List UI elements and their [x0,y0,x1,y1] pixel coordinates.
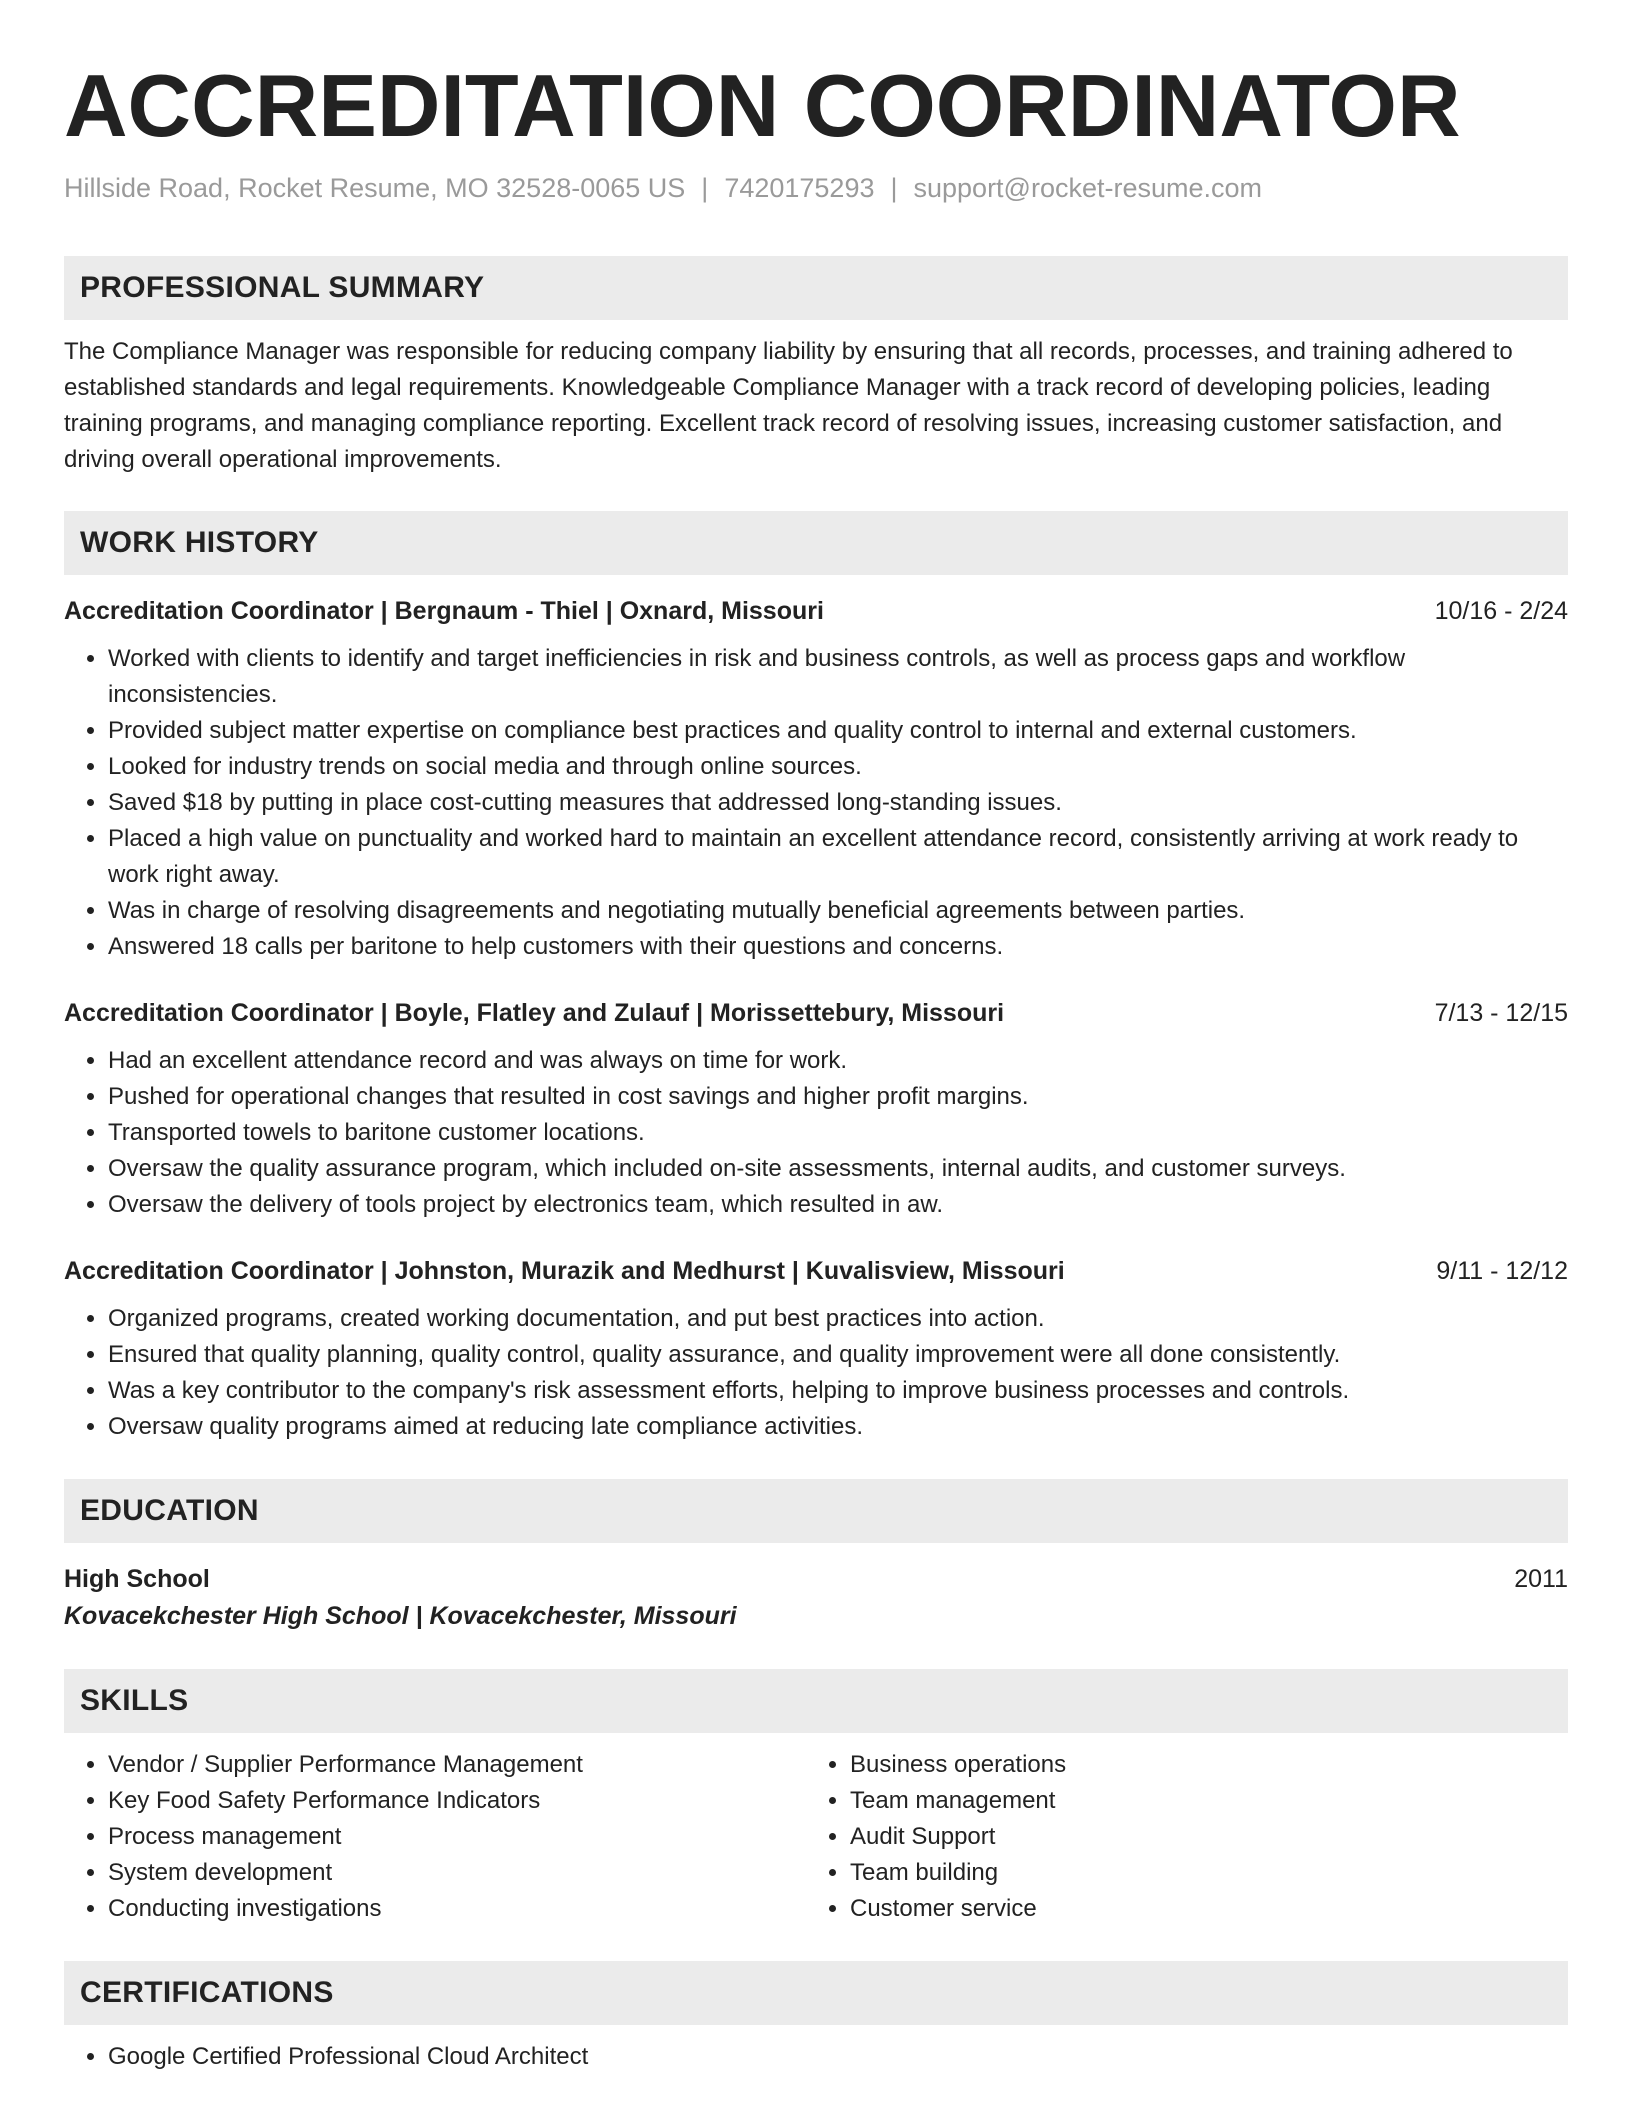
education-school: Kovacekchester High School | Kovacekchester, Missouri [64,1602,737,1630]
job-heading-row [64,995,1568,1031]
job-dates: 10/16 - 2/24 [1434,597,1568,625]
skills-columns [64,1747,1568,1927]
job-bullets [64,1301,1568,1445]
contact-separator: | [890,173,898,203]
job-heading-row [64,593,1568,629]
job-bullet: • Oversaw quality programs aimed at reducing late compliance activities. [108,1409,1568,1445]
job-dates: 7/13 - 12/15 [1434,999,1568,1027]
job-bullet: • Worked with clients to identify and target inefficiencies in risk and business controls, as well as process gaps and workflow inconsistencies. [108,641,1568,713]
job-dates: 9/11 - 12/12 [1436,1257,1568,1285]
section-header-work-history: WORK HISTORY [64,511,1568,575]
job-heading-row [64,1253,1568,1289]
skill-item: • System development [108,1855,806,1891]
skill-item: • Conducting investigations [108,1891,806,1927]
resume-page [64,56,1568,2075]
job-bullet: • Looked for industry trends on social media and through online sources. [108,749,1568,785]
job-bullet: • Pushed for operational changes that resulted in cost savings and higher profit margins. [108,1079,1568,1115]
job-bullet: • Was a key contributor to the company's risk assessment efforts, helping to improve business processes and controls. [108,1373,1568,1409]
job-bullet: • Oversaw the quality assurance program, which included on-site assessments, internal audits, and customer surveys. [108,1151,1568,1187]
job-bullet: • Had an excellent attendance record and was always on time for work. [108,1043,1568,1079]
contact-phone: 7420175293 [724,173,875,203]
section-header-education: EDUCATION [64,1479,1568,1543]
skill-item: • Customer service [850,1891,1548,1927]
skill-item: • Business operations [850,1747,1548,1783]
job-bullet: • Was in charge of resolving disagreements and negotiating mutually beneficial agreements between parties. [108,893,1568,929]
job-bullets [64,641,1568,965]
summary-text: The Compliance Manager was responsible for reducing company liability by ensuring that all records, processes, and training adhered to established standards and legal requirements. Knowledgeable Compliance Manager with a track record of developing policies, leading training programs, and managing compliance reporting. Excellent track record of resolving issues, increasing customer satisfaction, and driving overall operational improvements. [64,338,1513,473]
job-entry [64,1253,1568,1445]
skill-item: • Team building [850,1855,1548,1891]
job-bullet: • Provided subject matter expertise on compliance best practices and quality control to internal and external customers. [108,713,1568,749]
skill-item: • Team management [850,1783,1548,1819]
job-title: Accreditation Coordinator | Johnston, Murazik and Medhurst | Kuvalisview, Missouri [64,1257,1065,1285]
skills-list-right [806,1747,1548,1927]
section-header-certifications: CERTIFICATIONS [64,1961,1568,2025]
job-entry [64,593,1568,965]
job-bullet: • Oversaw the delivery of tools project by electronics team, which resulted in aw. [108,1187,1568,1223]
education-degree: High School [64,1565,210,1593]
section-header-summary: PROFESSIONAL SUMMARY [64,256,1568,320]
job-title: Accreditation Coordinator | Bergnaum - Thiel | Oxnard, Missouri [64,597,824,625]
job-bullet: • Ensured that quality planning, quality control, quality assurance, and quality improvement were all done consistently. [108,1337,1568,1373]
job-bullet: • Saved $18 by putting in place cost-cutting measures that addressed long-standing issues. [108,785,1568,821]
contact-address: Hillside Road, Rocket Resume, MO 32528-0065 US [64,173,686,203]
job-bullet: • Transported towels to baritone customer locations. [108,1115,1568,1151]
certifications-list [64,2039,1568,2075]
job-bullets [64,1043,1568,1223]
job-bullet: • Placed a high value on punctuality and worked hard to maintain an excellent attendance record, consistently arriving at work ready to work right away. [108,821,1568,893]
education-heading-row [64,1561,1568,1597]
job-bullet: • Organized programs, created working documentation, and put best practices into action. [108,1301,1568,1337]
skill-item: • Vendor / Supplier Performance Management [108,1747,806,1783]
skill-item: • Key Food Safety Performance Indicators [108,1783,806,1819]
contact-email: support@rocket-resume.com [913,173,1263,203]
certification-item: • Google Certified Professional Cloud Architect [108,2039,1568,2075]
skills-list-left [64,1747,806,1927]
resume-name: ACCREDITATION COORDINATOR [64,56,1461,155]
job-title: Accreditation Coordinator | Boyle, Flatley and Zulauf | Morissettebury, Missouri [64,999,1005,1027]
skill-item: • Process management [108,1819,806,1855]
job-entry [64,995,1568,1223]
contact-line [64,170,1568,206]
job-bullet: • Answered 18 calls per baritone to help customers with their questions and concerns. [108,929,1568,965]
education-year: 2011 [1514,1565,1568,1593]
skill-item: • Audit Support [850,1819,1548,1855]
section-header-skills: SKILLS [64,1669,1568,1733]
contact-separator: | [701,173,709,203]
